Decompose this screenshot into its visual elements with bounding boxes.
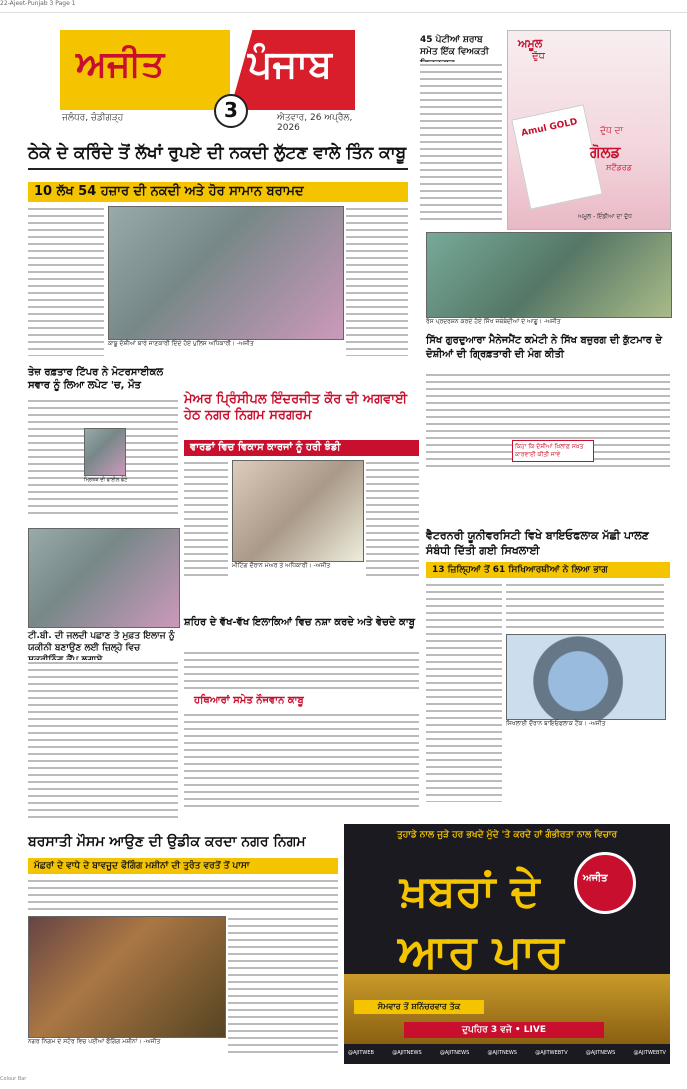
monsoon-text	[28, 878, 338, 912]
protest-caption: ਰੋਸ ਪ੍ਰਦਰਸ਼ਨ ਕਰਦੇ ਹੋਏ ਸਿੱਖ ਜਥੇਬੰਦੀਆਂ ਦੇ ਆਗੂ। -ਅਜੀਤ	[426, 318, 561, 325]
social-handle: @AJITNEWS	[392, 1050, 422, 1056]
protest-headline: ਸਿੱਖ ਗੁਰਦੁਆਰਾ ਮੈਨੇਜਮੈਂਟ ਕਮੇਟੀ ਨੇ ਸਿੱਖ ਬਜ਼ੁਰਗ ਦੀ ਕੁੱਟਮਾਰ ਦੇ ਦੋਸ਼ੀਆਂ ਦੀ ਗ੍ਰਿਫ਼ਤਾਰੀ ਦੀ ਮੰਗ ਕੀਤੀ	[426, 335, 662, 360]
vet-caption: ਸਿਖਲਾਈ ਦੌਰਾਨ ਬਾਇਓਫਲਾਕ ਟੈਂਕ। -ਅਜੀਤ	[506, 720, 606, 727]
top-strip: 22-Ajeet-Punjab 3 Page 1	[0, 0, 687, 13]
city-sub: ਹਥਿਆਰਾਂ ਸਮੇਤ ਨੌਜਵਾਨ ਕਾਬੂ	[194, 695, 304, 706]
dateline	[62, 113, 362, 133]
ad-footer: ਅਮੂਲ - ਇੰਡੀਆ ਦਾ ਦੁੱਧ	[578, 213, 632, 220]
ghar-headline: 45 ਪੇਟੀਆਂ ਸ਼ਰਾਬ ਸਮੇਤ ਇੱਕ ਵਿਅਕਤੀ	[420, 35, 489, 57]
tb-headline: ਟੀ.ਬੀ. ਦੀ ਜਲਦੀ ਪਛਾਣ ਤੇ ਮੁਫ਼ਤ ਇਲਾਜ ਨੂੰ ਯਕੀਨੀ ਬਣਾਉਣ ਲਈ ਜ਼ਿਲ੍ਹੇ ਵਿਚ	[28, 631, 175, 653]
vet-col-1	[426, 582, 502, 802]
social-handle: @AJITWEBTV	[633, 1050, 666, 1056]
social-handle: @AJITWEBTV	[535, 1050, 568, 1056]
bigad-schedule: ਸੋਮਵਾਰ ਤੋਂ ਸ਼ਨਿੱਚਰਵਾਰ ਤੱਕ	[354, 1000, 484, 1014]
tb-photo	[28, 528, 180, 628]
ad-tag1: ਦੁੱਧ ਦਾ	[600, 126, 624, 136]
vet-col-2	[506, 582, 664, 630]
social-handle: @AJITNEWS	[585, 1050, 616, 1056]
mayor-col-1	[184, 460, 228, 580]
bigad-top: ਤੁਹਾਡੇ ਨਾਲ ਜੁੜੇ ਹਰ ਭਖਦੇ ਮੁੱਦੇ 'ਤੇ ਕਰਦੇ ਹਾਂ ਗੰਭੀਰਤਾ ਨਾਲ ਵਿਚਾਰ	[396, 830, 618, 840]
protest-photo	[426, 232, 672, 318]
monsoon-headline: ਬਰਸਾਤੀ ਮੌਸਮ ਆਉਣ ਦੀ ਉਡੀਕ ਕਰਦਾ ਨਗਰ ਨਿਗਮ	[28, 834, 306, 850]
bigad-line1: ਖ਼ਬਰਾਂ ਦੇ	[400, 866, 540, 917]
milk-ad	[507, 30, 671, 230]
masthead-left: ਅਜੀਤ	[76, 44, 165, 85]
monsoon-col-2	[228, 916, 338, 1056]
lead-headline: ਠੇਕੇ ਦੇ ਕਰਿੰਦੇ ਤੋਂ ਲੱਖਾਂ ਰੁਪਏ ਦੀ ਨਕਦੀ ਲੁੱਟਣ ਵਾਲੇ ਤਿੰਨ ਕਾਬੂ	[28, 143, 407, 163]
vet-photo	[506, 634, 666, 720]
bigad-line2: ਆਰ ਪਾਰ	[398, 924, 564, 978]
protest-callout: ਕਿਹਾ ਕਿ ਦੋਸ਼ੀਆਂ ਖ਼ਿਲਾਫ਼ ਸਖ਼ਤ ਕਾਰਵਾਈ ਕੀਤੀ ਜਾਵੇ	[512, 440, 594, 462]
lead-photo	[108, 206, 344, 340]
city-text	[184, 650, 419, 690]
monsoon-caption: ਨਗਰ ਨਿਗਮ ਦੇ ਸਟੋਰ ਵਿਚ ਪਈਆਂ ਫੌਗਿੰਗ ਮਸ਼ੀਨਾਂ। -ਅਜੀਤ	[28, 1038, 161, 1045]
pack-label: Amul GOLD	[520, 117, 579, 139]
bigad-live: ਦੁਪਹਿਰ 3 ਵਜੇ • LIVE	[404, 1022, 604, 1038]
news-show-ad	[344, 824, 670, 1064]
lead-col-2	[346, 206, 408, 356]
mayor-col-2	[366, 460, 419, 580]
lead-col-1	[28, 206, 104, 356]
bigad-socials	[348, 1050, 666, 1056]
city-headline: ਸ਼ਹਿਰ ਦੇ ਵੱਖ-ਵੱਖ ਇਲਾਕਿਆਂ ਵਿਚ ਨਸ਼ਾ ਕਰਦੇ ਅਤੇ ਵੇਚਦੇ ਕਾਬੂ	[184, 617, 415, 628]
mayor-band: ਵਾਰਡਾਂ ਵਿਚ ਵਿਕਾਸ ਕਾਰਜਾਂ ਨੂੰ ਹਰੀ ਝੰਡੀ	[184, 440, 419, 456]
dateline-place: ਜਲੰਧਰ, ਚੰਡੀਗੜ੍ਹ	[62, 113, 124, 123]
color-bar: Colour Bar	[0, 1076, 27, 1082]
tipper-headline: ਤੇਜ਼ ਰਫ਼ਤਾਰ ਟਿੱਪਰ ਨੇ ਮੋਟਰਸਾਈਕਲ ਸਵਾਰ ਨੂੰ ਲਿਆ ਲਪੇਟ 'ਚ, ਮੌਤ	[28, 367, 164, 391]
mayor-caption: ਮੀਟਿੰਗ ਦੌਰਾਨ ਮੇਅਰ ਤੇ ਅਧਿਕਾਰੀ। -ਅਜੀਤ	[232, 562, 331, 569]
vet-headline: ਵੈਟਰਨਰੀ ਯੂਨੀਵਰਸਿਟੀ ਵਿਖੇ ਬਾਇਓਫਲਾਕ ਮੱਛੀ ਪਾਲਣ ਸੰਬੰਧੀ ਦਿੱਤੀ ਗਈ ਸਿਖਲਾਈ	[426, 529, 649, 557]
lead-caption: ਕਾਬੂ ਦੋਸ਼ੀਆਂ ਬਾਰੇ ਜਾਣਕਾਰੀ ਦਿੰਦੇ ਹੋਏ ਪੁਲਿਸ ਅਧਿਕਾਰੀ। -ਅਜੀਤ	[108, 340, 254, 347]
page-number: 3	[214, 94, 248, 128]
monsoon-photo	[28, 916, 226, 1038]
ad-brand: ਅਮੂਲ	[518, 37, 543, 50]
ad-tag3: ਸਟੈਂਡਰਡ	[606, 163, 632, 172]
tb-text	[28, 660, 178, 820]
tipper-photo	[84, 428, 126, 476]
microphone-icon	[574, 852, 636, 914]
social-handle: @AJITNEWS	[439, 1050, 470, 1056]
tipper-photo-caption: ਮ੍ਰਿਤਕ ਦੀ ਫਾਈਲ ਫੋਟੋ	[84, 477, 128, 483]
social-handle: @AJITNEWS	[487, 1050, 517, 1056]
social-handle: @AJITWEB	[348, 1050, 374, 1056]
mayor-headline: ਮੇਅਰ ਪ੍ਰਿੰਸੀਪਲ ਇੰਦਰਜੀਤ ਕੌਰ ਦੀ ਅਗਵਾਈ ਹੇਠ ਨਗਰ ਨਿਗਮ ਸਰਗਰਮ	[184, 392, 408, 423]
ghar-text	[420, 62, 502, 222]
masthead-right: ਪੰਜਾਬ	[248, 42, 332, 86]
lead-rule	[28, 168, 408, 170]
dateline-date: ਐਤਵਾਰ, 26 ਅਪ੍ਰੈਲ, 2026	[277, 113, 353, 133]
city-text-2	[184, 712, 419, 812]
ad-tag2: ਗੋਲਡ	[590, 143, 621, 161]
mayor-photo	[232, 460, 364, 562]
monsoon-band: ਮੱਛਰਾਂ ਦੇ ਵਾਧੇ ਦੇ ਬਾਵਜੂਦ ਫੌਗਿੰਗ ਮਸ਼ੀਨਾਂ ਦੀ ਤੁਰੰਤ ਵਰਤੋਂ ਤੋਂ ਪਾਸਾ	[28, 858, 338, 874]
vet-band: 13 ਜ਼ਿਲ੍ਹਿਆਂ ਤੋਂ 61 ਸਿਖਿਆਰਥੀਆਂ ਨੇ ਲਿਆ ਭਾਗ	[426, 562, 670, 578]
mic-label: ਅਜੀਤ	[583, 873, 608, 884]
ad-brand2: ਦੁੱਧ	[532, 51, 545, 62]
lead-subhead: 10 ਲੱਖ 54 ਹਜ਼ਾਰ ਦੀ ਨਕਦੀ ਅਤੇ ਹੋਰ ਸਾਮਾਨ ਬਰਾਮਦ	[28, 182, 408, 202]
